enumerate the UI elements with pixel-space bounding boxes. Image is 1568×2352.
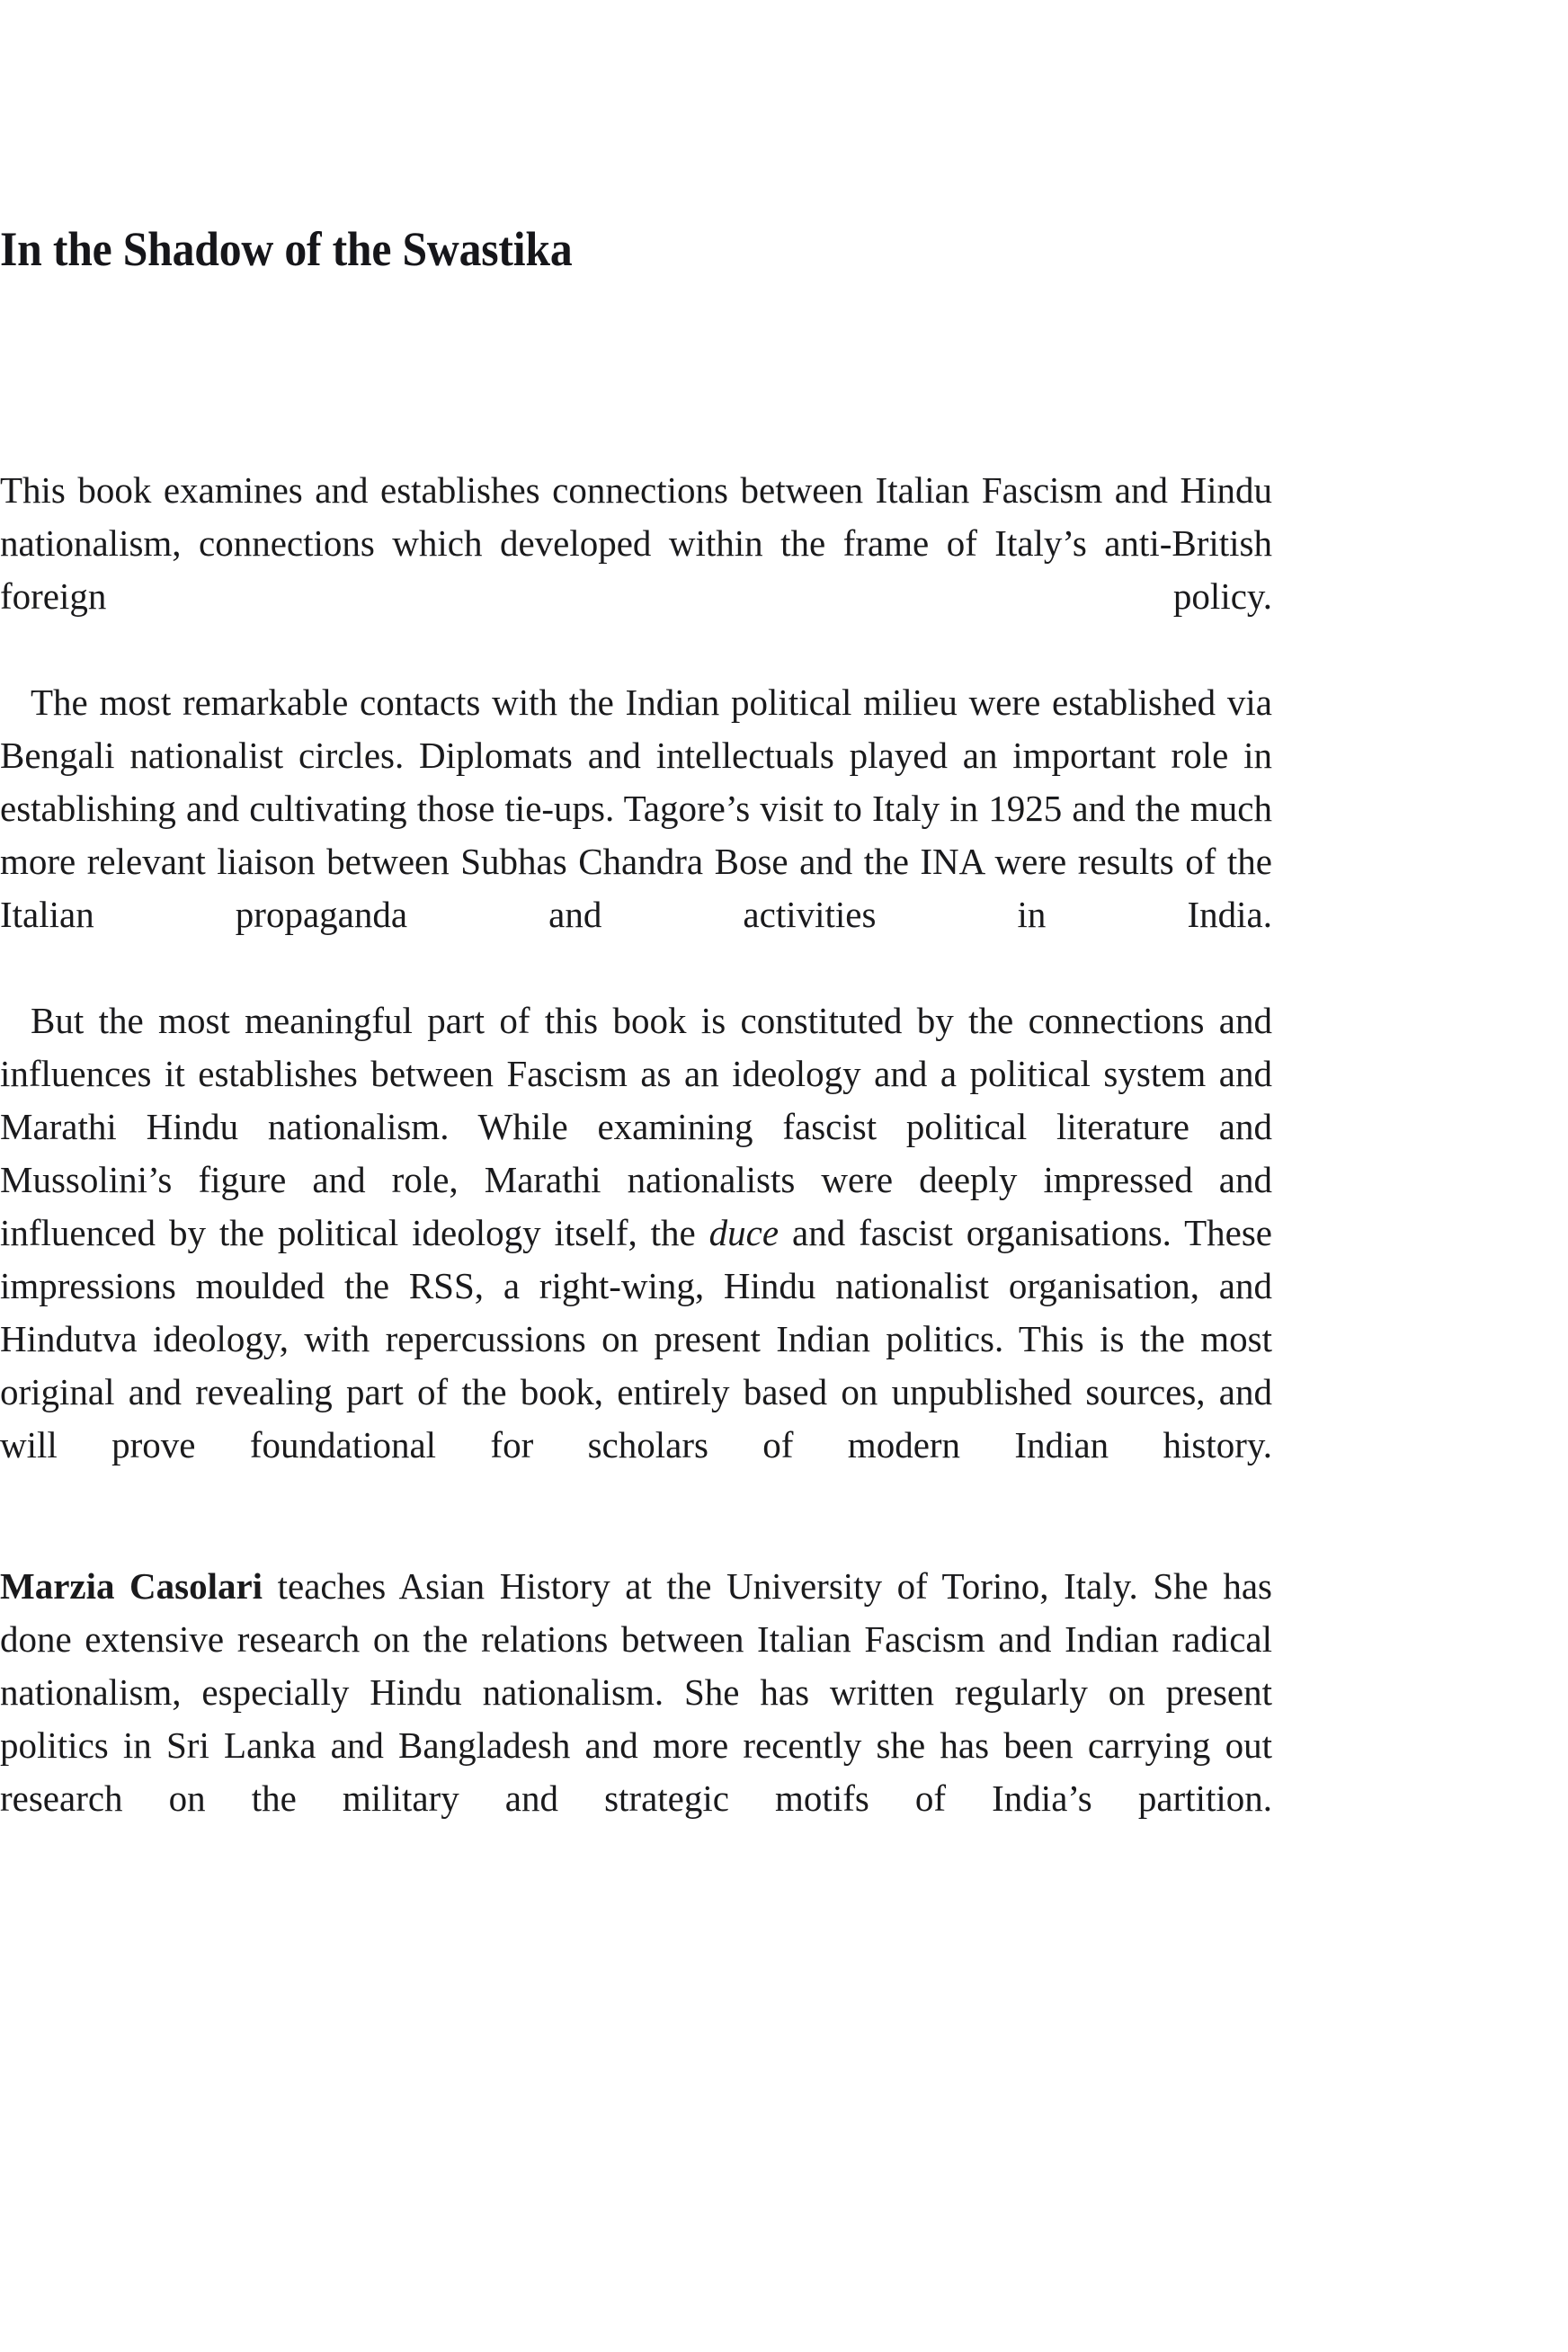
- blurb-text-block: [0, 464, 1272, 1878]
- blurb-paragraph-3: [0, 994, 1272, 1525]
- author-bio-paragraph: [0, 1560, 1272, 1878]
- blurb-paragraph-1: This book examines and establishes connections between Italian Fascism and Hindu nationalism, connections which developed within the frame of Italy’s anti-British foreign policy.: [0, 469, 1272, 617]
- author-bio-text: teaches Asian History at the University of Torino, Italy. She has done extensive research on the relations between Italian Fascism and Indian radical nationalism, especially Hindu nationalism. She has written regularly on present politics in Sri Lanka and Bangladesh and more recently she has been carrying out research on the military and strategic motifs of India’s partition.: [0, 1565, 1273, 1819]
- italic-term-duce: duce: [708, 1212, 780, 1253]
- blurb-paragraph-3-lead: But the most meaningful part of this book is constituted by the connections and influences it establishes between Fascism as an ideology and a political system and Marathi Hindu nationalism. While examining fascist political literature and Mussolini’s figure and role, Marathi nationalists were deeply impressed and influenced by the political ideology itself, the: [0, 1000, 1272, 1253]
- author-name: Marzia Casolari: [0, 1565, 263, 1607]
- blurb-paragraph-2: The most remarkable contacts with the Indian political milieu were established via Bengali nationalist circles. Diplomats and intellectuals played an important role in establishing and cultivating those tie-ups. Tagore’s visit to Italy in 1925 and the much more relevant liaison between Subhas Chandra Bose and the INA were results of the Italian propaganda and activities in India.: [0, 682, 1272, 935]
- blurb-paragraph-3-tail: and fascist organisations. These impressions moulded the RSS, a right-wing, Hindu nationalist organisation, and Hindutva ideology, with repercussions on present Indian politics. This is the most original and revealing part of the book, entirely based on unpublished sources, and will prove foundational for scholars of modern Indian history.: [0, 1212, 1272, 1466]
- page-title: In the Shadow of the Swastika: [0, 222, 573, 276]
